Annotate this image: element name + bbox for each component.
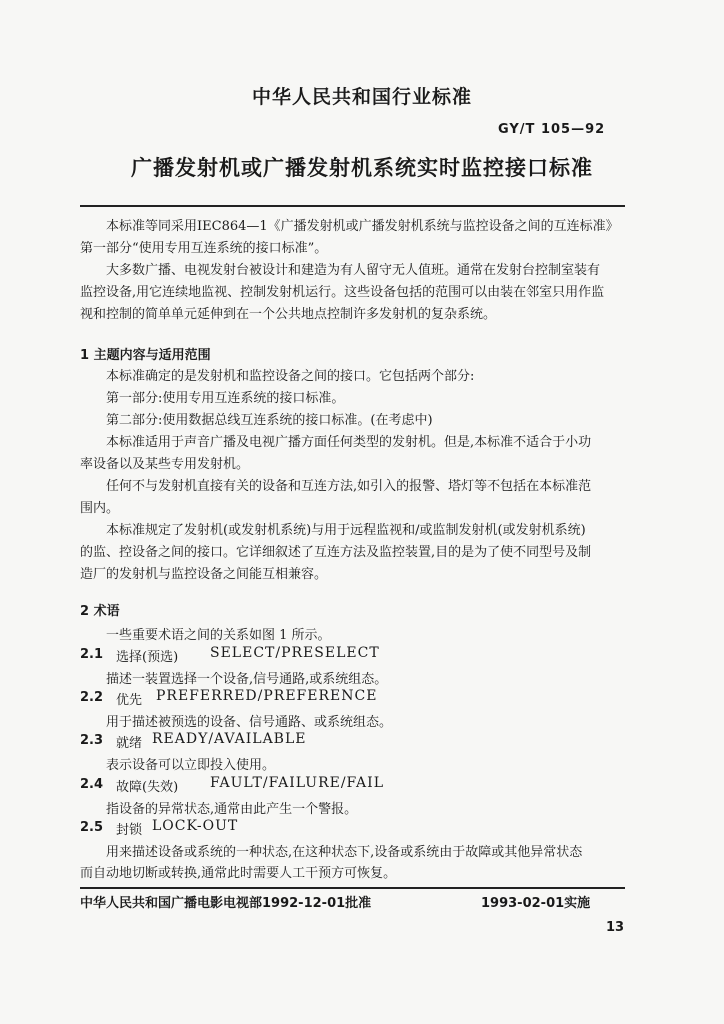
intro-paragraph-1 [80, 216, 627, 260]
term-english: PREFERRED/PREFERENCE [156, 688, 378, 704]
section-2-intro: 一些重要术语之间的关系如图 1 所示。 [106, 628, 331, 643]
term-english: READY/AVAILABLE [152, 731, 307, 747]
term-chinese: 选择(预选) [116, 650, 179, 665]
body-line: 本标准适用于声音广播及电视广播方面任何类型的发射机。但是,本标准不适合于小功 [106, 435, 592, 450]
body-line: 本标准确定的是发射机和监控设备之间的接口。它包括两个部分: [106, 369, 475, 384]
term-chinese: 就绪 [116, 736, 143, 751]
intro-line: 监控设备,用它连续地监视、控制发射机运行。这些设备包括的范围可以由装在邻室只用作监 [80, 285, 605, 300]
term-definition: 用于描述被预选的设备、信号通路、或系统组态。 [106, 715, 393, 730]
approval-line: 中华人民共和国广播电影电视部1992-12-01批准 [80, 896, 372, 911]
term-definition: 描述一装置选择一个设备,信号通路,或系统组态。 [106, 672, 388, 687]
effective-date: 1993-02-01实施 [481, 896, 591, 911]
body-line: 率设备以及某些专用发射机。 [80, 457, 250, 472]
body-line: 第一部分:使用专用互连系统的接口标准。 [106, 391, 345, 406]
body-line: 围内。 [80, 501, 120, 516]
term-number: 2.5 [80, 820, 104, 835]
term-definition: 指设备的异常状态,通常由此产生一个警报。 [106, 802, 358, 817]
intro-line: 大多数广播、电视发射台被设计和建造为有人留守无人值班。通常在发射台控制室装有 [106, 263, 601, 278]
term-chinese: 封锁 [116, 823, 143, 838]
page-number: 13 [606, 920, 625, 935]
top-divider [80, 205, 625, 207]
body-line: 造厂的发射机与监控设备之间能互相兼容。 [80, 567, 328, 582]
section-1-heading: 1 主题内容与适用范围 [80, 348, 211, 363]
intro-line: 本标准等同采用IEC864—1《广播发射机或广播发射机系统与监控设备之间的互连标准》 [106, 219, 619, 234]
body-line: 本标准规定了发射机(或发射机系统)与用于远程监视和/或监制发射机(或发射机系统) [106, 523, 586, 538]
document-title: 广播发射机或广播发射机系统实时监控接口标准 [131, 156, 593, 180]
body-line: 的监、控设备之间的接口。它详细叙述了互连方法及监控装置,目的是为了使不同型号及制 [80, 545, 592, 560]
intro-line: 视和控制的简单单元延伸到在一个公共地点控制许多发射机的复杂系统。 [80, 307, 497, 322]
body-line: 任何不与发射机直接有关的设备和互连方法,如引入的报警、塔灯等不包括在本标准范 [106, 479, 592, 494]
intro-paragraph-2 [80, 260, 627, 326]
term-definition-continued: 而自动地切断或转换,通常此时需要人工干预方可恢复。 [80, 866, 397, 881]
term-english: FAULT/FAILURE/FAIL [210, 775, 384, 791]
term-english: LOCK-OUT [152, 818, 239, 834]
section-1-body [80, 366, 627, 586]
section-2-heading: 2 术语 [80, 604, 120, 619]
term-english: SELECT/PRESELECT [210, 645, 380, 661]
term-chinese: 优先 [116, 693, 143, 708]
term-number: 2.4 [80, 777, 104, 792]
body-line: 第二部分:使用数据总线互连系统的接口标准。(在考虑中) [106, 413, 433, 428]
standard-code: GY/T 105—92 [498, 122, 606, 137]
term-chinese: 故障(失效) [116, 780, 179, 795]
term-number: 2.3 [80, 733, 104, 748]
term-number: 2.1 [80, 647, 104, 662]
bottom-divider [80, 887, 625, 889]
standard-category-heading: 中华人民共和国行业标准 [251, 86, 472, 108]
term-definition: 表示设备可以立即投入使用。 [106, 758, 276, 773]
term-number: 2.2 [80, 690, 104, 705]
intro-line: 第一部分“使用专用互连系统的接口标准”。 [80, 241, 328, 256]
term-definition: 用来描述设备或系统的一种状态,在这种状态下,设备或系统由于故障或其他异常状态 [106, 845, 583, 860]
